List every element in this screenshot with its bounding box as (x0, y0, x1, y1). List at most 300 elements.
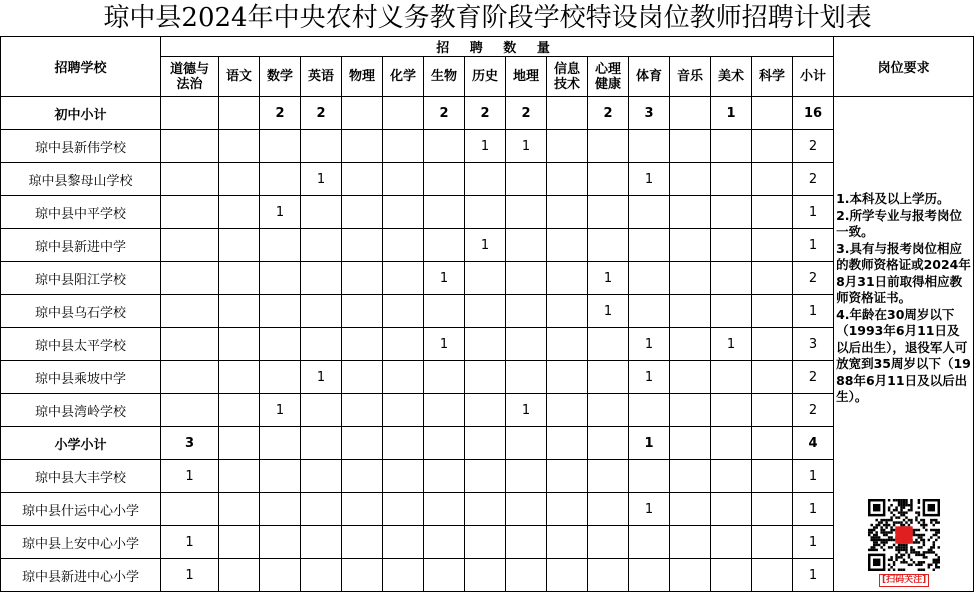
count-cell (342, 493, 383, 526)
count-cell (670, 361, 711, 394)
count-cell (260, 460, 301, 493)
count-cell (161, 229, 219, 262)
count-cell (161, 394, 219, 427)
count-cell: 1 (260, 196, 301, 229)
count-cell (342, 394, 383, 427)
count-cell (506, 559, 547, 592)
count-cell (670, 328, 711, 361)
count-cell (383, 295, 424, 328)
subject-header-text: 信息 (553, 61, 580, 77)
count-cell (588, 328, 629, 361)
count-cell (424, 559, 465, 592)
count-cell (301, 295, 342, 328)
subject-header-text: 语文 (225, 69, 252, 84)
count-cell (752, 394, 793, 427)
count-cell (161, 262, 219, 295)
requirement-item: 4.年龄在30周岁以下（1993年6月11日及以后出生），退役军人可放宽到35周岁以下（1988年6月11日及以后出生）。 (836, 306, 971, 404)
subtotal-cell: 16 (793, 97, 834, 130)
count-cell (547, 163, 588, 196)
count-cell (670, 559, 711, 592)
count-cell (465, 163, 506, 196)
count-cell: 1 (424, 262, 465, 295)
count-cell (670, 493, 711, 526)
subtotal-cell: 1 (793, 196, 834, 229)
count-cell (465, 394, 506, 427)
count-cell: 2 (465, 97, 506, 130)
count-cell (342, 262, 383, 295)
school-name: 琼中县新伟学校 (1, 130, 161, 163)
count-cell (670, 130, 711, 163)
count-cell (161, 493, 219, 526)
subject-header-text: 化学 (389, 69, 416, 84)
subtotal-cell: 1 (793, 229, 834, 262)
count-cell (670, 526, 711, 559)
subtotal-row (1, 97, 974, 130)
count-cell (161, 130, 219, 163)
count-cell (711, 196, 752, 229)
count-cell (301, 328, 342, 361)
school-name: 琼中县新进中心小学 (1, 559, 161, 592)
count-cell: 2 (588, 97, 629, 130)
subject-header-text: 物理 (348, 69, 375, 84)
school-name: 琼中县乌石学校 (1, 295, 161, 328)
count-cell (752, 295, 793, 328)
count-cell (588, 526, 629, 559)
subject-header (670, 57, 711, 97)
count-cell (424, 526, 465, 559)
count-cell: 1 (629, 328, 670, 361)
count-cell (342, 427, 383, 460)
count-cell (506, 262, 547, 295)
subtotal-cell: 2 (793, 262, 834, 295)
count-cell (670, 163, 711, 196)
subtotal-row (1, 427, 974, 460)
count-cell: 1 (629, 361, 670, 394)
count-cell (670, 427, 711, 460)
count-cell (547, 427, 588, 460)
subtotal-cell: 2 (793, 394, 834, 427)
subtotal-cell: 4 (793, 427, 834, 460)
count-cell (506, 361, 547, 394)
count-cell (219, 394, 260, 427)
count-cell (424, 163, 465, 196)
count-cell (383, 196, 424, 229)
table-row (1, 295, 974, 328)
count-cell (465, 361, 506, 394)
count-cell (629, 196, 670, 229)
count-cell: 1 (629, 163, 670, 196)
count-cell (301, 559, 342, 592)
count-cell: 1 (301, 361, 342, 394)
count-cell (342, 559, 383, 592)
count-cell (424, 427, 465, 460)
count-cell (260, 130, 301, 163)
table-row (1, 394, 974, 427)
subtotal-cell: 1 (793, 493, 834, 526)
count-cell (752, 559, 793, 592)
count-cell (383, 328, 424, 361)
count-cell (260, 262, 301, 295)
count-cell (260, 526, 301, 559)
count-cell: 1 (161, 460, 219, 493)
subject-header-text: 生物 (430, 69, 457, 84)
count-cell (506, 328, 547, 361)
subtotal-label: 小学小计 (1, 427, 161, 460)
requirements-column-header: 岗位要求 (834, 37, 974, 97)
count-cell (260, 229, 301, 262)
count-cell (161, 196, 219, 229)
count-cell (342, 196, 383, 229)
count-cell (161, 163, 219, 196)
subtotal-cell: 1 (793, 460, 834, 493)
count-cell (301, 262, 342, 295)
count-cell (383, 229, 424, 262)
count-cell (342, 97, 383, 130)
subject-header (629, 57, 670, 97)
subject-header-text: 地理 (512, 69, 539, 84)
subject-header (161, 57, 219, 97)
count-cell (588, 229, 629, 262)
table-row (1, 328, 974, 361)
subtotal-cell: 3 (793, 328, 834, 361)
count-cell: 1 (711, 97, 752, 130)
subject-header (465, 57, 506, 97)
count-cell (506, 460, 547, 493)
count-cell (506, 493, 547, 526)
count-cell: 1 (161, 526, 219, 559)
count-cell (161, 328, 219, 361)
school-name: 琼中县太平学校 (1, 328, 161, 361)
count-cell (219, 295, 260, 328)
count-cell (465, 328, 506, 361)
count-cell (670, 229, 711, 262)
count-cell (752, 460, 793, 493)
count-cell (219, 559, 260, 592)
count-cell: 1 (260, 394, 301, 427)
subtotal-cell: 2 (793, 163, 834, 196)
count-cell (383, 163, 424, 196)
count-cell (711, 460, 752, 493)
count-cell (219, 196, 260, 229)
subject-header (383, 57, 424, 97)
count-cell (219, 163, 260, 196)
count-cell (711, 493, 752, 526)
count-cell: 1 (506, 394, 547, 427)
count-cell (161, 295, 219, 328)
subject-header (342, 57, 383, 97)
count-cell (219, 229, 260, 262)
count-cell (424, 361, 465, 394)
count-cell (670, 295, 711, 328)
count-cell (629, 526, 670, 559)
table-row (1, 526, 974, 559)
table-row (1, 262, 974, 295)
count-cell: 1 (629, 427, 670, 460)
subject-header-text: 技术 (553, 76, 580, 92)
count-cell (301, 526, 342, 559)
count-cell (506, 163, 547, 196)
count-cell (547, 262, 588, 295)
requirement-item: 1.本科及以上学历。 (836, 191, 950, 206)
count-cell: 2 (506, 97, 547, 130)
count-cell (670, 97, 711, 130)
count-cell: 1 (424, 328, 465, 361)
count-cell (219, 427, 260, 460)
count-cell (588, 130, 629, 163)
count-cell (301, 427, 342, 460)
count-cell (629, 229, 670, 262)
count-cell: 2 (260, 97, 301, 130)
school-name: 琼中县黎母山学校 (1, 163, 161, 196)
subject-header-text: 道德与 (169, 61, 209, 77)
count-cell (752, 196, 793, 229)
count-cell (424, 130, 465, 163)
count-cell (588, 427, 629, 460)
count-cell (260, 295, 301, 328)
count-cell (465, 493, 506, 526)
count-cell (383, 97, 424, 130)
count-cell (260, 328, 301, 361)
count-cell (752, 361, 793, 394)
count-cell (752, 526, 793, 559)
count-cell (219, 262, 260, 295)
count-cell (588, 163, 629, 196)
count-cell (752, 229, 793, 262)
count-cell (219, 328, 260, 361)
count-cell (506, 229, 547, 262)
count-cell (588, 493, 629, 526)
count-cell (506, 295, 547, 328)
count-cell (629, 130, 670, 163)
count-cell: 1 (588, 262, 629, 295)
count-cell: 2 (301, 97, 342, 130)
count-cell (752, 163, 793, 196)
subject-header (752, 57, 793, 97)
count-cell (260, 361, 301, 394)
count-cell: 1 (588, 295, 629, 328)
count-cell (342, 229, 383, 262)
count-cell (547, 526, 588, 559)
school-name: 琼中县乘坡中学 (1, 361, 161, 394)
subtotal-cell: 1 (793, 559, 834, 592)
count-cell (301, 460, 342, 493)
count-cell (547, 130, 588, 163)
count-cell (465, 427, 506, 460)
count-cell (711, 559, 752, 592)
count-cell (383, 526, 424, 559)
count-cell (629, 394, 670, 427)
subtotal-cell: 1 (793, 526, 834, 559)
subtotal-cell: 2 (793, 361, 834, 394)
subject-header-text: 法治 (176, 76, 203, 92)
count-cell (711, 295, 752, 328)
count-cell: 1 (506, 130, 547, 163)
count-cell (465, 196, 506, 229)
requirements-text (834, 97, 973, 406)
count-cell (219, 130, 260, 163)
school-name: 琼中县新进中学 (1, 229, 161, 262)
count-cell (629, 460, 670, 493)
count-cell (547, 97, 588, 130)
count-cell (670, 262, 711, 295)
count-cell (301, 196, 342, 229)
count-cell: 1 (465, 229, 506, 262)
count-cell: 3 (629, 97, 670, 130)
count-cell (670, 196, 711, 229)
count-cell (752, 262, 793, 295)
subject-header (219, 57, 260, 97)
count-cell: 1 (161, 559, 219, 592)
count-cell (465, 262, 506, 295)
recruitment-table (0, 36, 974, 592)
subject-header (506, 57, 547, 97)
count-cell (424, 460, 465, 493)
count-cell (161, 97, 219, 130)
table-row (1, 361, 974, 394)
count-cell (547, 559, 588, 592)
count-cell (219, 493, 260, 526)
count-cell (711, 130, 752, 163)
school-name: 琼中县阳江学校 (1, 262, 161, 295)
count-cell (383, 559, 424, 592)
subtotal-cell: 2 (793, 130, 834, 163)
count-cell (383, 427, 424, 460)
count-cell (506, 427, 547, 460)
count-cell (342, 163, 383, 196)
subject-header (711, 57, 752, 97)
subject-header-text: 健康 (594, 76, 621, 92)
count-cell (752, 493, 793, 526)
count-cell (424, 229, 465, 262)
count-cell: 1 (301, 163, 342, 196)
qr-caption: [扫码关注] (879, 574, 929, 587)
count-cell (711, 262, 752, 295)
subject-header-text: 历史 (471, 69, 498, 84)
count-cell (424, 493, 465, 526)
count-cell (711, 361, 752, 394)
count-cell (547, 295, 588, 328)
subject-header-text: 音乐 (676, 69, 703, 84)
subject-header-text: 体育 (635, 69, 662, 84)
count-cell (629, 295, 670, 328)
requirement-item: 3.具有与报考岗位相应的教师资格证或2024年8月31日前取得相应教师资格证书。 (836, 240, 971, 305)
count-cell (342, 295, 383, 328)
count-cell (547, 361, 588, 394)
subject-header (424, 57, 465, 97)
table-row (1, 163, 974, 196)
count-cell (711, 427, 752, 460)
count-cell (588, 196, 629, 229)
count-cell (670, 394, 711, 427)
school-name: 琼中县上安中心小学 (1, 526, 161, 559)
table-row (1, 493, 974, 526)
school-name: 琼中县湾岭学校 (1, 394, 161, 427)
count-cell (588, 559, 629, 592)
subject-header-text: 心理 (594, 61, 621, 77)
count-cell: 2 (424, 97, 465, 130)
subject-header (793, 57, 834, 97)
count-cell (752, 97, 793, 130)
count-cell (711, 526, 752, 559)
requirement-item: 2.所学专业与报考岗位一致。 (836, 207, 963, 239)
subject-header-text: 数学 (266, 69, 293, 84)
count-cell (547, 493, 588, 526)
count-cell (383, 361, 424, 394)
count-cell (752, 427, 793, 460)
count-cell (424, 394, 465, 427)
count-cell (465, 295, 506, 328)
count-cell (465, 559, 506, 592)
count-cell (670, 460, 711, 493)
subject-header (260, 57, 301, 97)
count-cell (629, 262, 670, 295)
count-cell (161, 361, 219, 394)
count-cell (588, 460, 629, 493)
count-cell (547, 229, 588, 262)
count-cell (342, 361, 383, 394)
count-cell (506, 196, 547, 229)
count-cell (711, 163, 752, 196)
count-cell (424, 295, 465, 328)
table-row (1, 196, 974, 229)
count-cell (383, 130, 424, 163)
subject-header-text: 英语 (307, 69, 334, 84)
count-cell (260, 427, 301, 460)
count-cell (301, 493, 342, 526)
requirements-cell (834, 97, 974, 592)
count-cell (383, 262, 424, 295)
subject-header (301, 57, 342, 97)
count-cell (465, 526, 506, 559)
count-cell (547, 196, 588, 229)
subject-header-text: 美术 (717, 69, 744, 84)
count-cell (342, 460, 383, 493)
school-name: 琼中县中平学校 (1, 196, 161, 229)
qr-code-icon[interactable] (868, 499, 940, 571)
count-cell (301, 229, 342, 262)
count-cell (711, 229, 752, 262)
count-cell (588, 361, 629, 394)
subject-header (547, 57, 588, 97)
count-cell: 1 (465, 130, 506, 163)
school-name: 琼中县什运中心小学 (1, 493, 161, 526)
count-cell: 1 (629, 493, 670, 526)
count-cell (588, 394, 629, 427)
table-row (1, 559, 974, 592)
subject-header-text: 小计 (800, 69, 827, 84)
count-cell (629, 559, 670, 592)
table-row (1, 229, 974, 262)
school-name: 琼中县大丰学校 (1, 460, 161, 493)
count-cell (711, 394, 752, 427)
count-cell (547, 328, 588, 361)
page-title: 琼中县2024年中央农村义务教育阶段学校特设岗位教师招聘计划表 (103, 3, 872, 33)
count-cell (752, 328, 793, 361)
qr-code-block (864, 499, 944, 587)
count-cell (342, 328, 383, 361)
quantity-group-header: 招 聘 数 量 (161, 37, 834, 57)
count-cell: 1 (711, 328, 752, 361)
count-cell (383, 460, 424, 493)
count-cell (260, 163, 301, 196)
count-cell (383, 493, 424, 526)
count-cell (219, 526, 260, 559)
subtotal-cell: 1 (793, 295, 834, 328)
count-cell (547, 460, 588, 493)
count-cell (342, 526, 383, 559)
count-cell (383, 394, 424, 427)
count-cell (465, 460, 506, 493)
